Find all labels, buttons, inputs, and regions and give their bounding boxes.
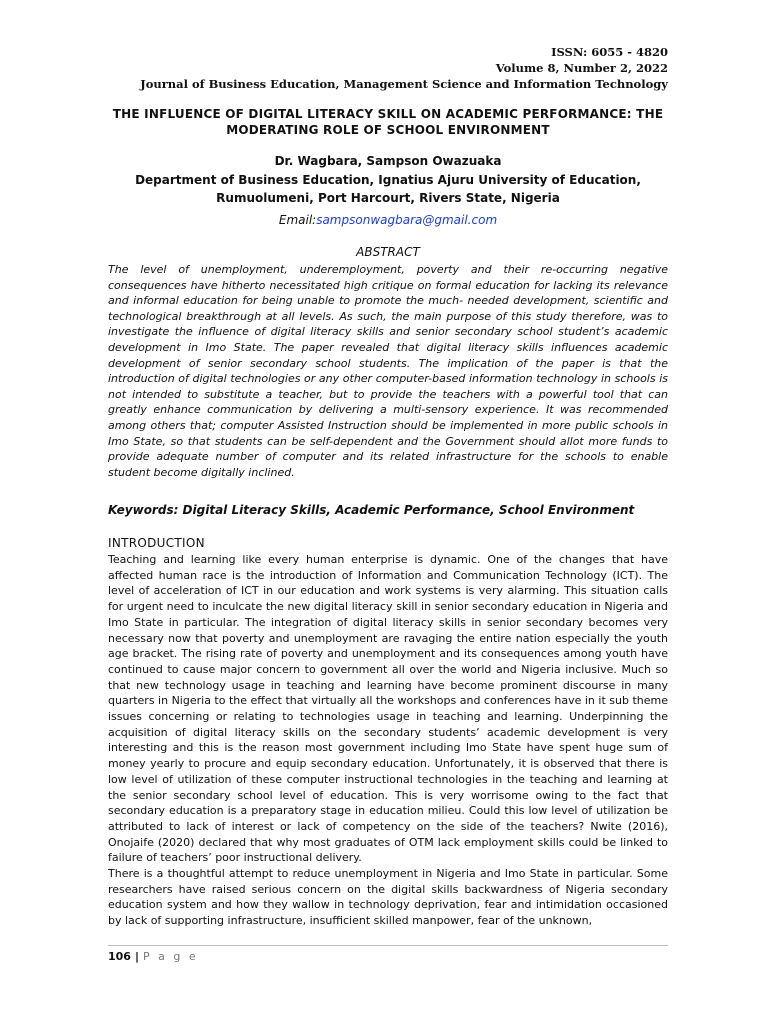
author-location: Rumuolumeni, Port Harcourt, Rivers State, Nigeria (216, 191, 560, 205)
author-department: Department of Business Education, Ignatius Ajuru University of Education, (135, 172, 641, 187)
introduction-paragraph-1: Teaching and learning like every human enterprise is dynamic. One of the changes that have affected human race is the introduction of Information and Communication Technology (ICT). The level of acceleration of ICT in our education and work systems is very alarming. This situation calls for urgent need to inculcate the new digital literacy skill in senior secondary education in Nigeria and Imo State in particular. The integration of digital literacy skills in senior secondary becomes very necessary now that poverty and unemployment are ravaging the entire nation especially the youth age bracket. The rising rate of poverty and unemployment and its consequences among youth have continued to cause major concern to government all over the world and Nigeria inclusive. Much so that new technology usage in teaching and learning have become prominent discourse in many quarters in Nigeria to the effect that virtually all the workshops and conferences have in it sub theme issues concerning or relating to technologies usage in teaching and learning. Underpinning the acquisition of digital literacy skills on the secondary students’ academic development is very interesting and this is the reason most government including Imo State have spent huge sum of money yearly to procure and equip secondary education. Unfortunately, it is observed that there is low level of utilization of these computer instructional technologies in the teaching and learning at the senior secondary school level of education. This is very worrisome owing to the fact that secondary education is a preparatory stage in education milieu. Could this low level of utilization be attributed to lack of interest or lack of competency on the side of the teachers? Nwite (2016), Onojaife (2020) declared that why most graduates of OTM lack employment skills could be linked to failure of teachers’ poor instructional delivery. (108, 553, 668, 865)
footer-separator: | (134, 950, 139, 963)
paper-title (108, 106, 668, 138)
author-email (108, 212, 668, 228)
footer-divider (108, 945, 668, 946)
author-name: Dr. Wagbara, Sampson Owazuaka (274, 154, 502, 168)
journal-name: Journal of Business Education, Management Science and Information Technology (140, 77, 668, 91)
abstract-text: The level of unemployment, underemployment, poverty and their re-occurring negative consequences have hitherto necessitated high critique on formal education for lacking its relevance and informal education for being unable to promote the much- needed development, scientific and technological breakthrough at all levels. As such, the main purpose of this study therefore, was to investigate the influence of digital literacy skills and senior secondary school student’s academic development in Imo State. The paper revealed that digital literacy skills influences academic development of senior secondary school students. The implication of the paper is that the introduction of digital technologies or any other computer-based information technology in schools is not intended to substitute a teacher, but to provide the teachers with a powerful tool that can greatly enhance communication by delivering a multi-sensory experience. It was recommended among others that; computer Assisted Instruction should be implemented in more public schools in Imo State, so that students can be self-dependent and the Government should allot more funds to provide adequate number of computer and its related infrastructure for the schools to enable student become digitally inclined. (108, 263, 668, 479)
journal-header (140, 44, 668, 92)
title-line-2: MODERATING ROLE OF SCHOOL ENVIRONMENT (226, 123, 550, 137)
volume-number: Volume 8, Number 2, 2022 (495, 61, 668, 75)
introduction-heading: INTRODUCTION (108, 536, 205, 550)
introduction-body (108, 552, 668, 929)
title-line-1: THE INFLUENCE OF DIGITAL LITERACY SKILL ON ACADEMIC PERFORMANCE: THE (112, 107, 664, 121)
issn: ISSN: 6055 - 4820 (551, 45, 668, 59)
email-label: Email: (278, 213, 317, 227)
page-label: P a g e (143, 950, 199, 963)
email-link[interactable]: sampsonwagbara@gmail.com (316, 213, 498, 227)
page-footer (108, 950, 198, 964)
page-number: 106 (108, 950, 131, 963)
introduction-paragraph-2: There is a thoughtful attempt to reduce unemployment in Nigeria and Imo State in particular. Some researchers have raised serious concern on the digital skills backwardness of Nigeria secondary education system and how they wallow in technology deprivation, fear and intimidation occasioned by lack of supporting infrastructure, insufficient skilled manpower, fear of the unknown, (108, 867, 668, 928)
keywords: Keywords: Digital Literacy Skills, Academic Performance, School Environment (108, 503, 635, 517)
author-block (108, 152, 668, 208)
abstract-heading: ABSTRACT (356, 245, 420, 259)
